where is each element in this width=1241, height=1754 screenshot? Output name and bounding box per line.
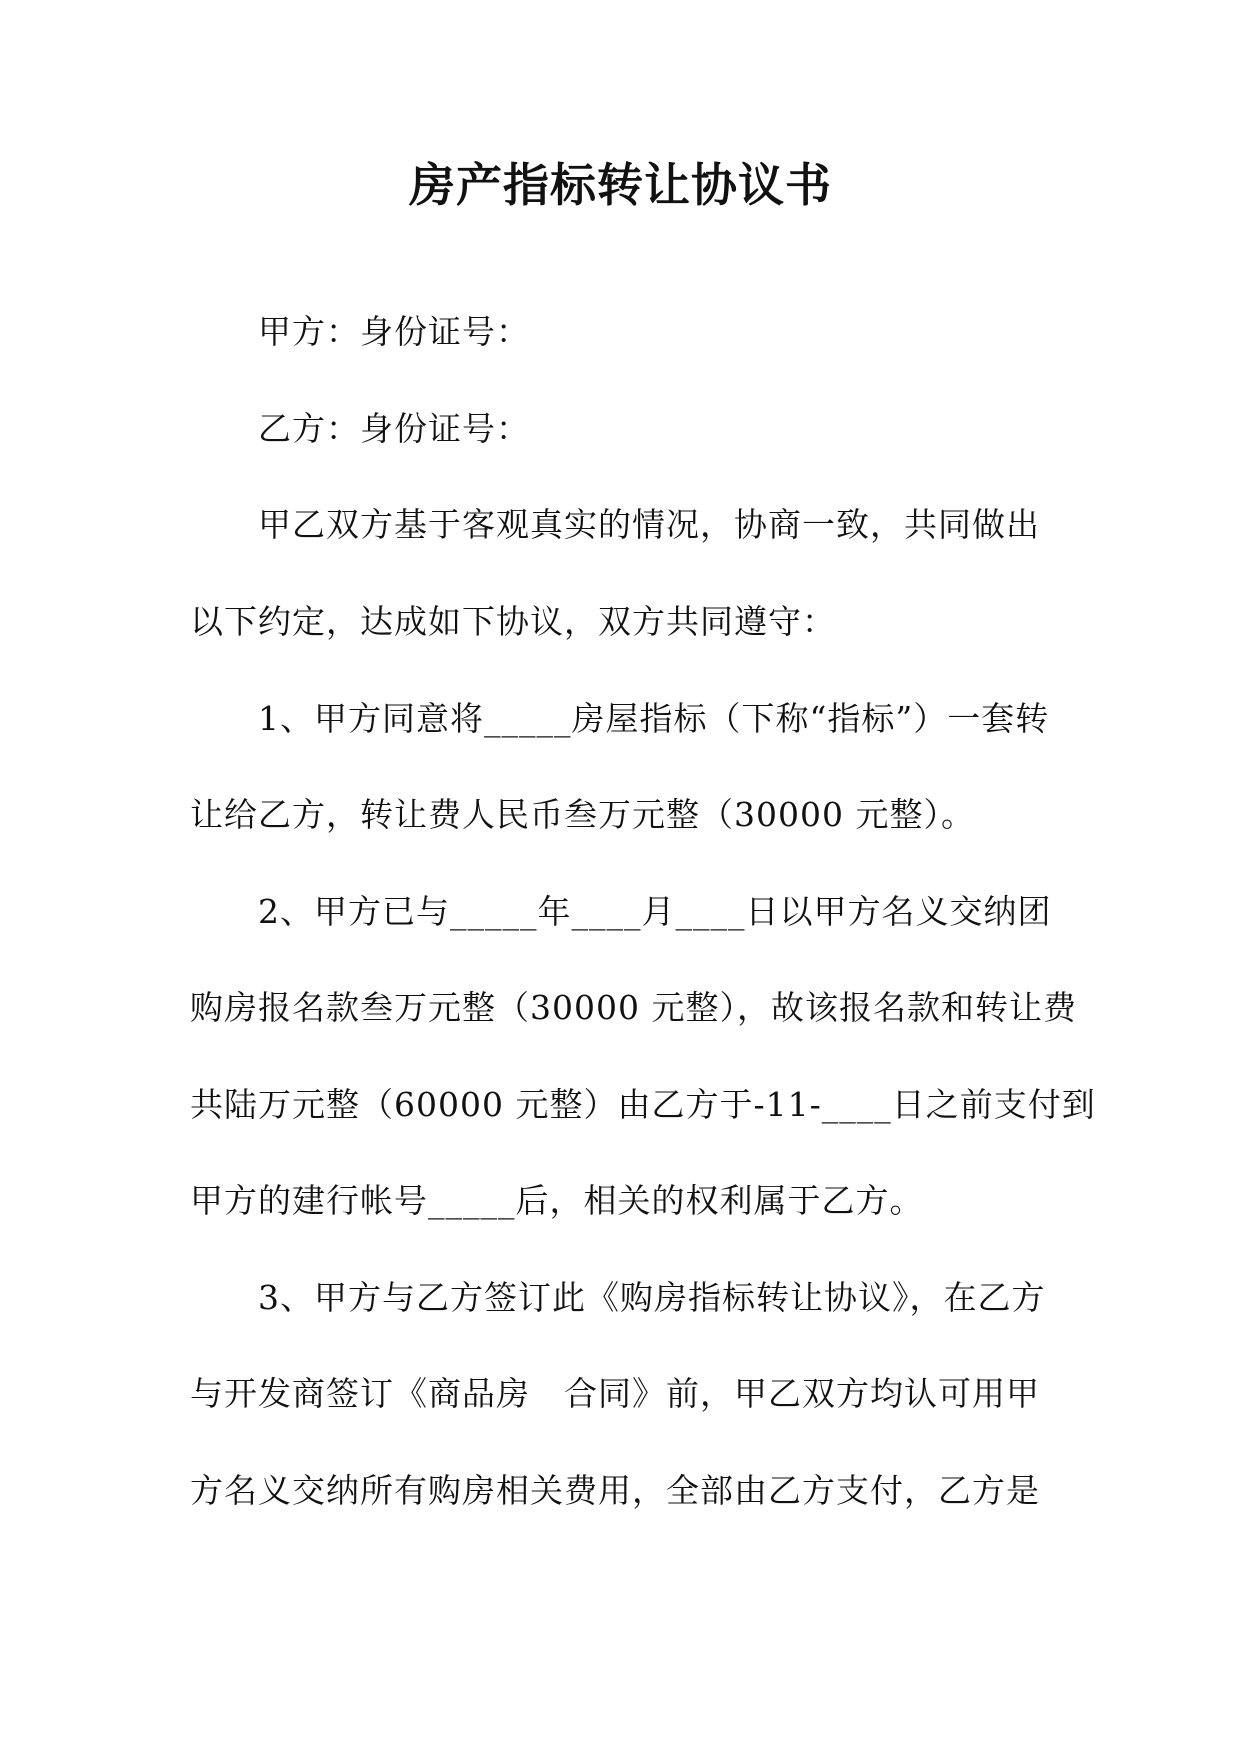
intro-paragraph-line-2: 以下约定，达成如下协议，双方共同遵守： xyxy=(190,602,836,641)
party-a-line: 甲方：身份证号： xyxy=(258,312,530,351)
clause-2-line-4: 甲方的建行帐号_____后，相关的权利属于乙方。 xyxy=(190,1181,924,1220)
clause-2-line-1: 2、甲方已与_____年____月____日以甲方名义交纳团 xyxy=(258,892,1052,931)
clause-1-line-1: 1、甲方同意将_____房屋指标（下称“指标”）一套转 xyxy=(258,699,1050,738)
clause-1-line-2: 让给乙方，转让费人民币叁万元整（30000 元整）。 xyxy=(190,795,975,834)
clause-3-line-3: 方名义交纳所有购房相关费用，全部由乙方支付，乙方是 xyxy=(190,1471,1040,1510)
intro-paragraph-line-1: 甲乙双方基于客观真实的情况，协商一致，共同做出 xyxy=(258,505,1040,544)
clause-3-line-1: 3、甲方与乙方签订此《购房指标转让协议》，在乙方 xyxy=(258,1278,1046,1317)
clause-2-line-2: 购房报名款叁万元整（30000 元整），故该报名款和转让费 xyxy=(190,988,1077,1027)
clause-2-line-3: 共陆万元整（60000 元整）由乙方于-11-____日之前支付到 xyxy=(190,1085,1096,1124)
clause-3-line-2: 与开发商签订《商品房 合同》前，甲乙双方均认可用甲 xyxy=(190,1374,1040,1413)
document-title: 房产指标转让协议书 xyxy=(409,158,832,212)
party-b-line: 乙方：身份证号： xyxy=(258,409,530,448)
